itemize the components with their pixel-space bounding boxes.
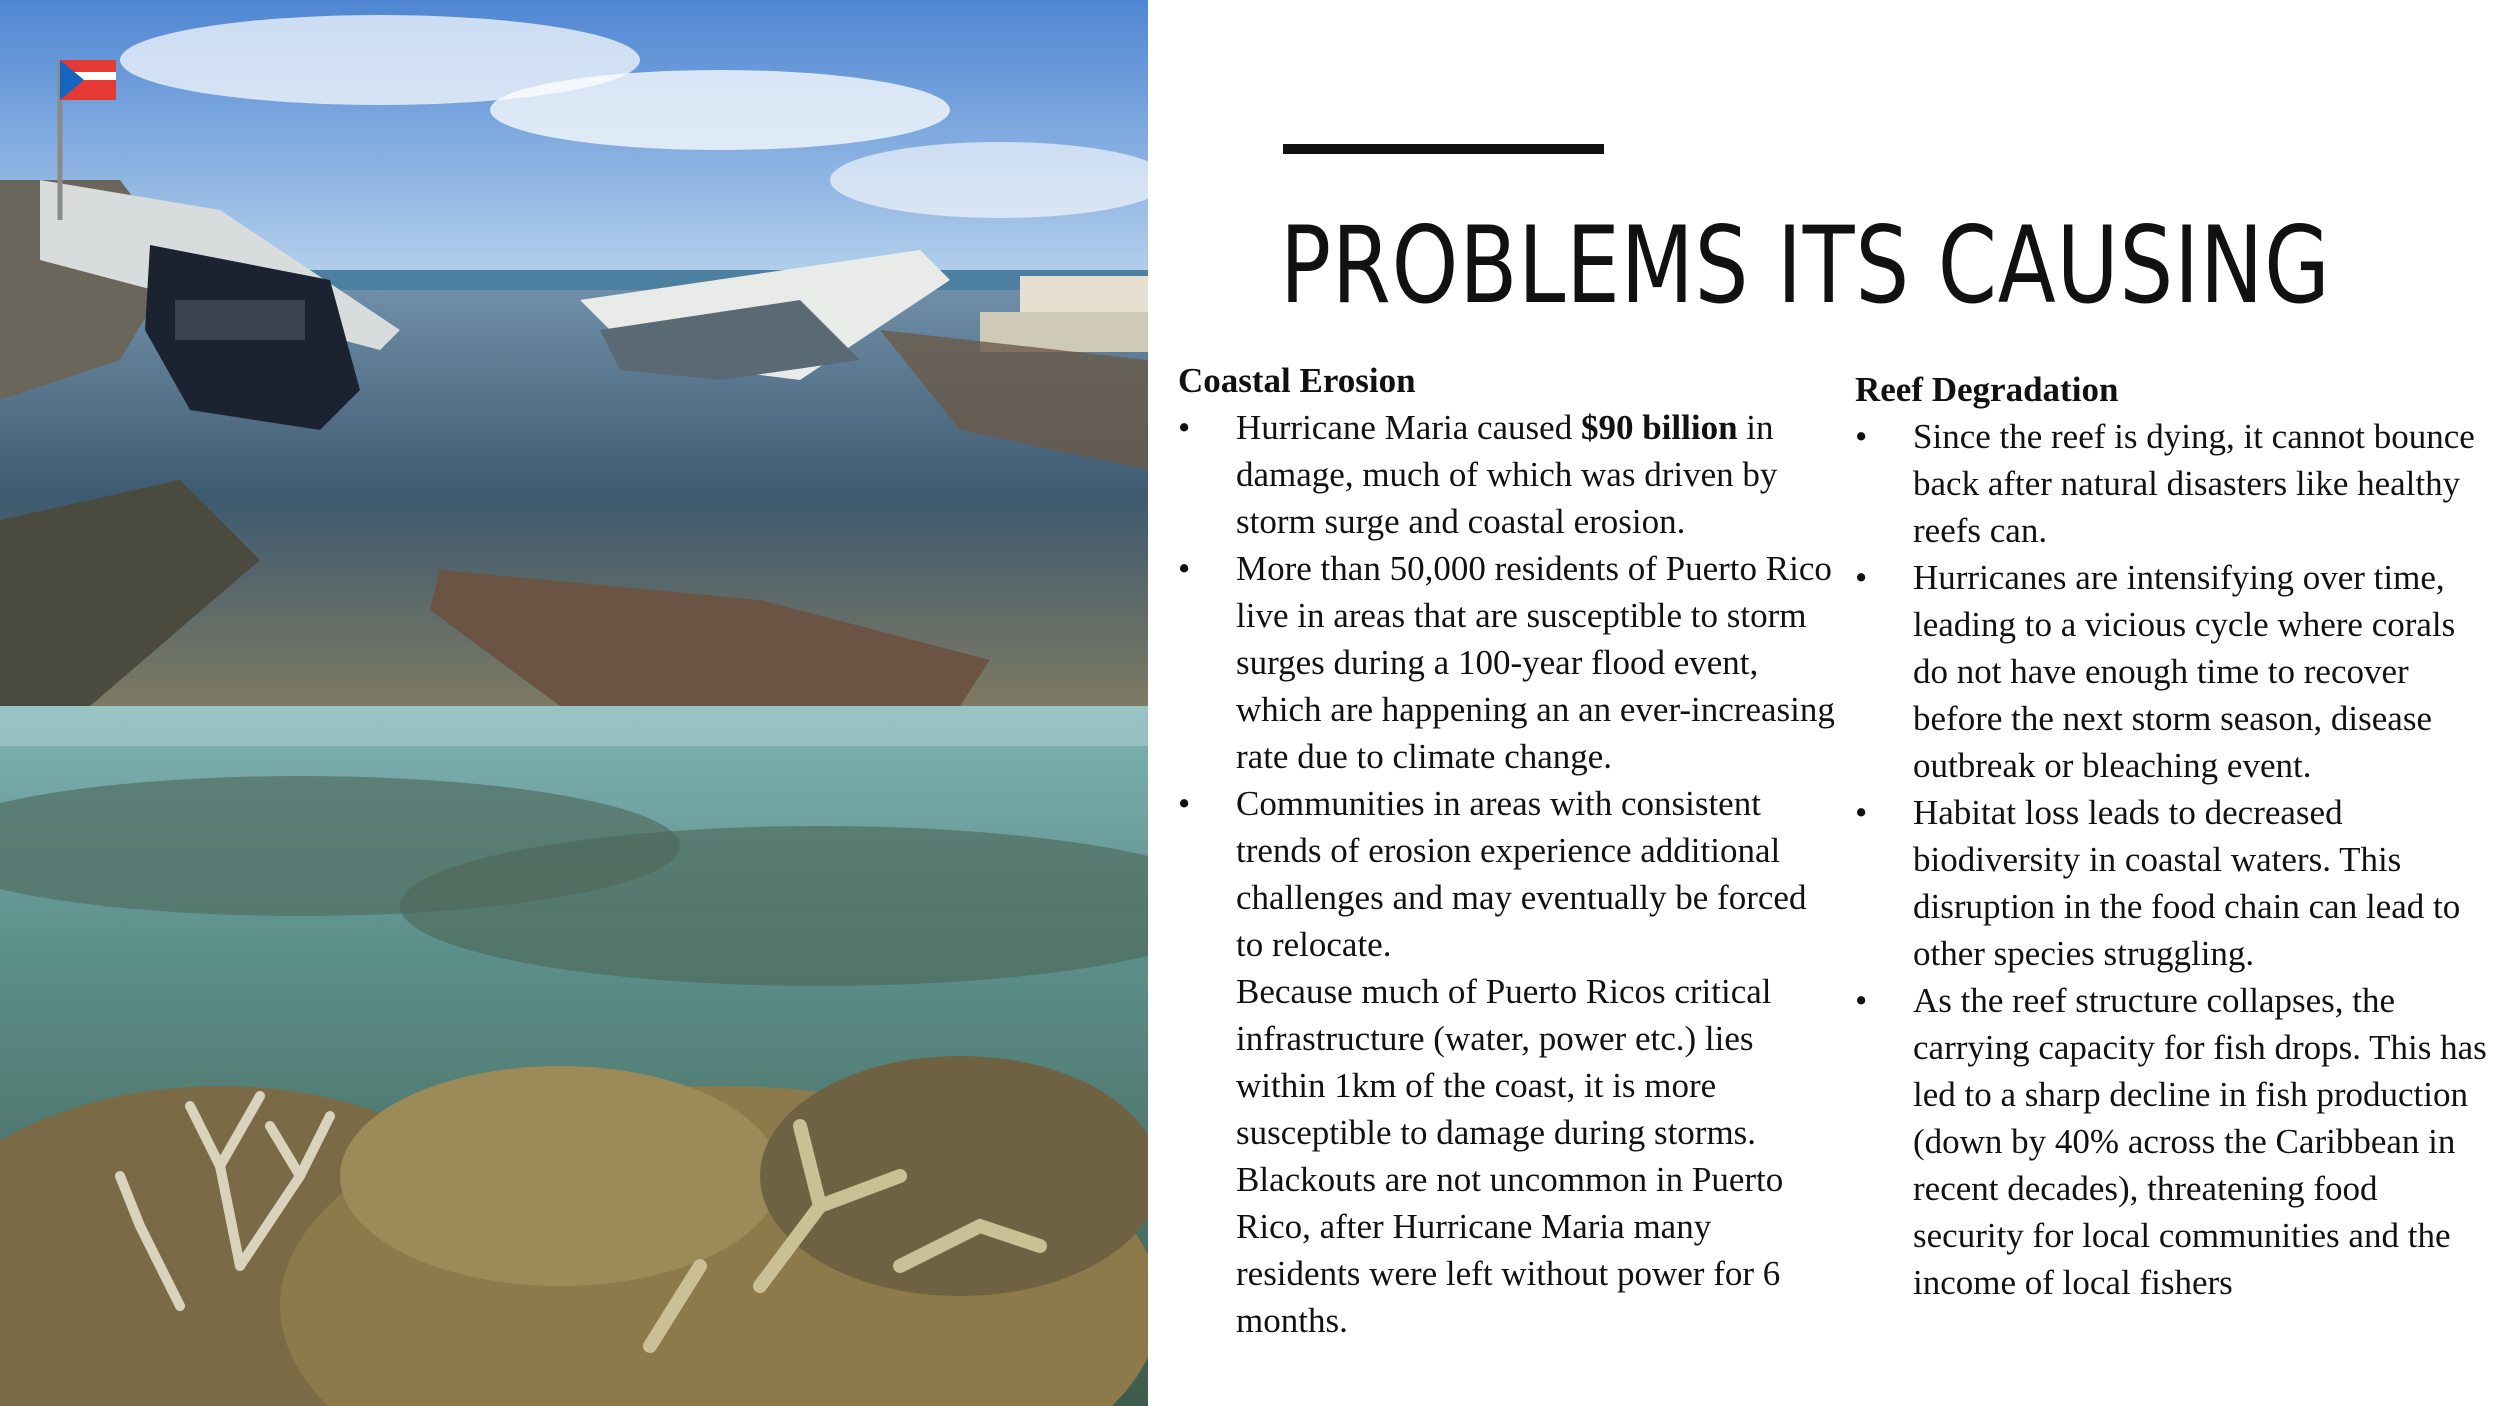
list-item: • Hurricanes are intensifying over time, leading to a vicious cycle where corals do not have enough time to recover before the next storm season, disease outbreak or bleaching event. xyxy=(1855,554,2495,789)
coastal-erosion-list xyxy=(1178,404,1838,968)
damage-amount: $90 billion xyxy=(1580,408,1738,447)
list-item xyxy=(1178,404,1838,545)
title-accent-bar xyxy=(1283,144,1604,154)
list-item: • More than 50,000 residents of Puerto Rico live in areas that are susceptible to storm surges during a 100-year flood event, which are happening an an ever-increasing rate due to climate change. xyxy=(1178,545,1838,780)
reef-degradation-heading: Reef Degradation xyxy=(1855,370,2119,409)
item-text-pre: Hurricane Maria caused xyxy=(1236,408,1581,447)
coral-reef-illustration xyxy=(0,706,1148,1406)
flood-damage-illustration xyxy=(0,0,1148,706)
flood-damage-photo xyxy=(0,0,1148,706)
coastal-erosion-section xyxy=(1178,357,1838,1344)
item-text-post: in damage, much of which was driven by storm surge and coastal erosion. xyxy=(1236,408,1778,541)
list-item: • Habitat loss leads to decreased biodiversity in coastal waters. This disruption in the food chain can lead to other species struggling. xyxy=(1855,789,2495,977)
list-item: • Communities in areas with consistent trends of erosion experience additional challenges and may eventually be forced to relocate. xyxy=(1178,780,1838,968)
coastal-erosion-heading: Coastal Erosion xyxy=(1178,361,1416,400)
coral-reef-photo xyxy=(0,706,1148,1406)
list-item: • Since the reef is dying, it cannot bounce back after natural disasters like healthy reefs can. xyxy=(1855,413,2495,554)
reef-degradation-list xyxy=(1855,413,2495,1306)
list-item: • As the reef structure collapses, the carrying capacity for fish drops. This has led to a sharp decline in fish production (down by 40% across the Caribbean in recent decades), threatening food security for local communities and the income of local fishers xyxy=(1855,977,2495,1306)
page-title: PROBLEMS ITS CAUSING xyxy=(1280,204,2331,327)
infrastructure-paragraph: Because much of Puerto Ricos critical infrastructure (water, power etc.) lies within 1km of the coast, it is more susceptible to damage during storms. Blackouts are not uncommon in Puerto Rico, after Hurricane Maria many residents were left without power for 6 months. xyxy=(1236,972,1784,1340)
reef-degradation-section xyxy=(1855,366,2495,1306)
